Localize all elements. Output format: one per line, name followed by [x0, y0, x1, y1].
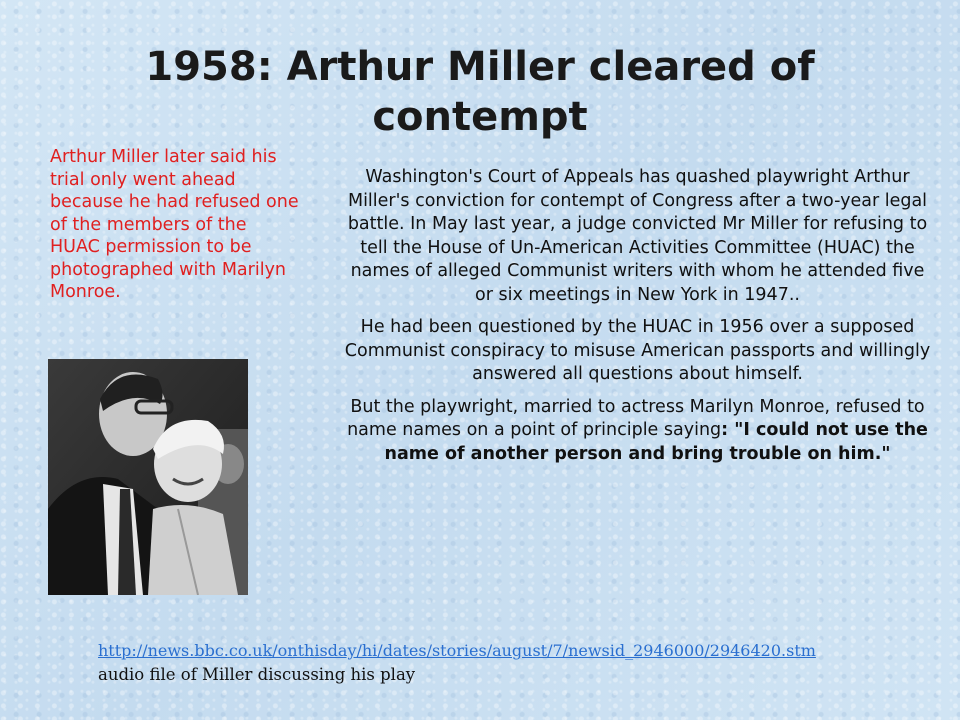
sidenote-text: Arthur Miller later said his trial only went ahead because he had refused one of the members of the HUAC permission to be photographed with Marilyn Monroe.: [50, 147, 299, 302]
quote-text: : "I could not use the name of another person and bring trouble on him.": [384, 420, 928, 464]
quote-intro: But the playwright, married to actress Marilyn Monroe, refused to name names on a point of principle saying: [347, 396, 925, 440]
article-paragraph: Washington's Court of Appeals has quashed playwright Arthur Miller's conviction for contempt of Congress after a two-year legal battle. In May last year, a judge convicted Mr Miller for refusing to tell the House of Un-American Activities Committee (HUAC) the names of alleged Communist writers with whom he attended five or six meetings in New York in 1947..: [347, 167, 928, 305]
article-paragraph: He had been questioned by the HUAC in 1956 over a supposed Communist conspiracy to misuse American passports and willingly answered all questions about himself.: [344, 317, 931, 384]
slide-title: 1958: Arthur Miller cleared of contempt: [145, 44, 815, 140]
article-body: [340, 166, 935, 475]
miller-monroe-photo: [48, 359, 248, 595]
audio-caption: audio file of Miller discussing his play: [98, 665, 416, 684]
article-paragraph-quote: [340, 396, 935, 467]
bbc-source-link[interactable]: http://news.bbc.co.uk/onthisday/hi/dates/stories/august/7/newsid_2946000/2946420.stm: [98, 641, 816, 660]
